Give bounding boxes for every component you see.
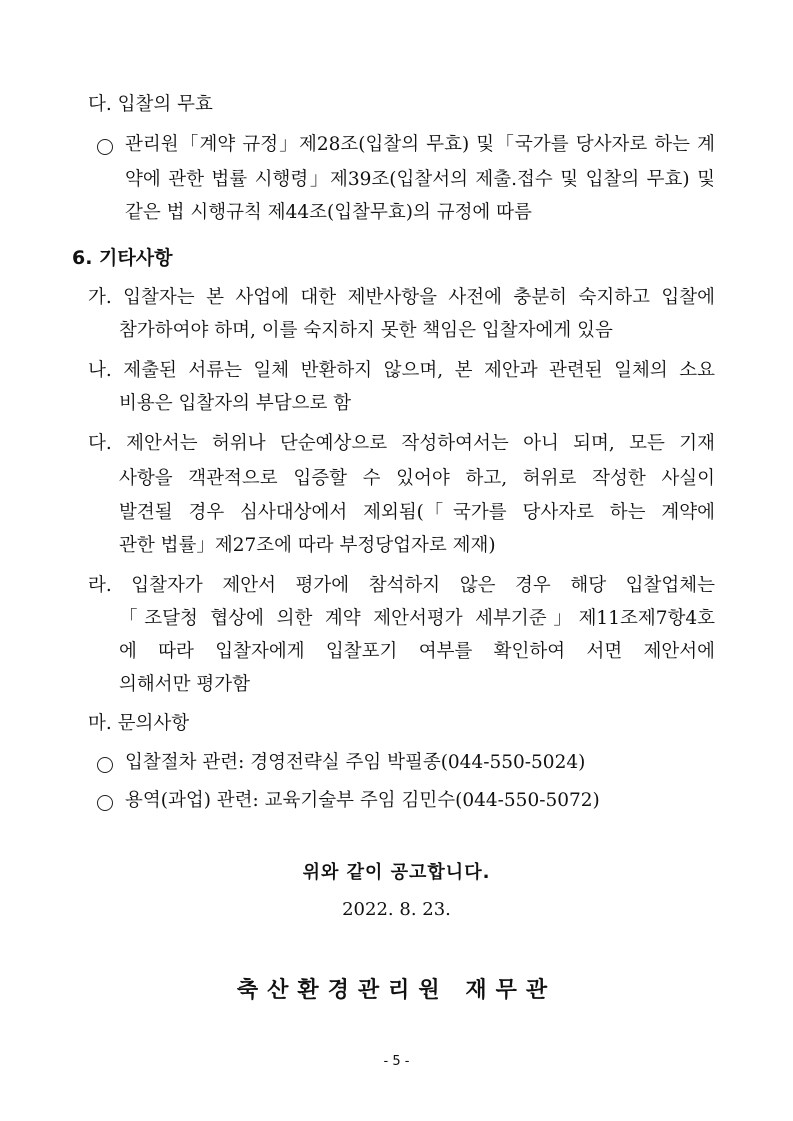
item-line: 같은 법 시행규칙 제44조(입찰무효)의 규정에 따름 — [125, 202, 532, 223]
paragraph-line: 에 따라 입찰자에게 입찰포기 여부를 확인하여 서면 제안서에 — [119, 641, 715, 662]
section-heading: 6. 기타사항 — [72, 247, 173, 269]
paragraph-line: 관한 법률」제27조에 따라 부정당업자로 제재) — [119, 535, 496, 556]
issuer-name: 축산환경관리원 재무관 — [236, 978, 557, 1003]
paragraph-line: 라. 입찰자가 제안서 평가에 참석하지 않은 경우 해당 입찰업체는 — [88, 575, 715, 596]
circle-bullet-icon — [97, 139, 113, 155]
paragraph-line: 비용은 입찰자의 부담으로 함 — [119, 393, 352, 414]
circle-bullet-icon — [97, 757, 113, 773]
paragraph-line: 사항을 객관적으로 입증할 수 있어야 하고, 허위로 작성한 사실이 — [119, 468, 715, 489]
paragraph-line: 나. 제출된 서류는 일체 반환하지 않으며, 본 제안과 관련된 일체의 소요 — [88, 360, 715, 381]
item-line: 약에 관한 법률 시행령」제39조(입찰서의 제출.접수 및 입찰의 무효) 및 — [125, 169, 715, 190]
paragraph-line: 「조달청 협상에 의한 계약 제안서평가 세부기준」제11조제7항4호 — [119, 608, 715, 629]
item-line: 관리원「계약 규정」제28조(입찰의 무효) 및「국가를 당사자로 하는 계 — [125, 134, 715, 155]
paragraph-line: 가. 입찰자는 본 사업에 대한 제반사항을 사전에 충분히 숙지하고 입찰에 — [88, 287, 715, 308]
subsection-title: 마. 문의사항 — [88, 713, 190, 734]
page-number: - 5 - — [383, 1054, 410, 1069]
paragraph-line: 발견될 경우 심사대상에서 제외됨(「국가를 당사자로 하는 계약에 — [119, 502, 715, 523]
contact-item: 입찰절차 관련: 경영전략실 주임 박필종(044-550-5024) — [125, 752, 586, 773]
circle-bullet-icon — [97, 795, 113, 811]
announcement-statement: 위와 같이 공고합니다. — [302, 862, 491, 883]
announcement-date: 2022. 8. 23. — [342, 899, 451, 920]
contact-item: 용역(과업) 관련: 교육기술부 주임 김민수(044-550-5072) — [125, 790, 600, 811]
subsection-title: 다. 입찰의 무효 — [88, 94, 213, 115]
paragraph-line: 다. 제안서는 허위나 단순예상으로 작성하여서는 아니 되며, 모든 기재 — [88, 433, 715, 454]
paragraph-line: 의해서만 평가함 — [119, 674, 250, 695]
paragraph-line: 참가하여야 하며, 이를 숙지하지 못한 책임은 입찰자에게 있음 — [119, 320, 613, 341]
